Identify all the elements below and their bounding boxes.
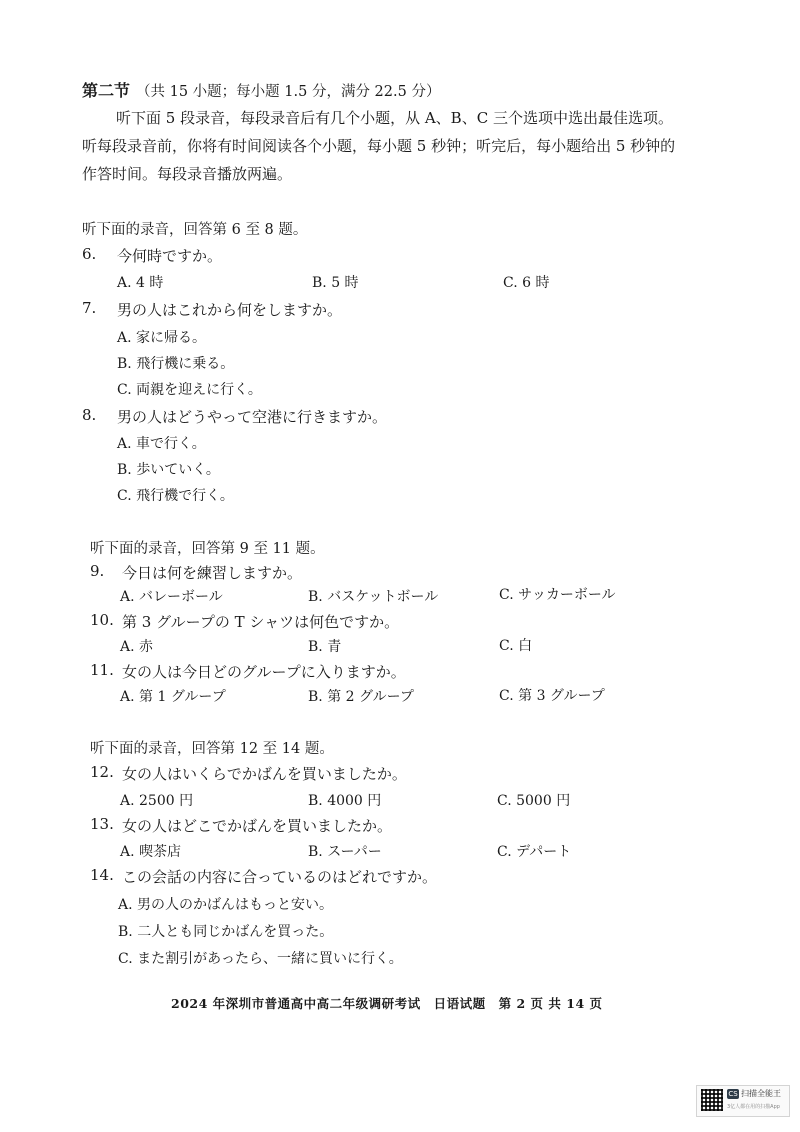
question-number: 13. [90,815,114,833]
scanner-tagline: 3亿人都在用的扫描App [727,1104,780,1110]
option-b[interactable]: B. 5 時 [312,275,359,291]
option-c[interactable]: C. サッカーボール [499,587,616,603]
option-c[interactable]: C. 6 時 [503,275,550,291]
option-c[interactable]: C. また割引があったら、一緒に買いに行く。 [118,951,403,967]
option-a[interactable]: A. 赤 [120,639,154,655]
question-text: 女の人はどこでかばんを買いましたか。 [122,817,393,835]
question-number: 12. [90,763,114,781]
question-number: 6. [82,245,97,263]
option-b[interactable]: B. 歩いていく。 [117,462,220,478]
question-text: この会話の内容に合っているのはどれですか。 [122,868,438,886]
scanner-logo-icon: CS [728,1090,738,1098]
question-number: 7. [82,299,97,317]
option-b[interactable]: B. 飛行機に乗る。 [117,356,235,372]
option-c[interactable]: C. 5000 円 [497,793,571,809]
group-heading: 听下面的录音，回答第 9 至 11 题。 [90,541,325,557]
option-a[interactable]: A. 車で行く。 [117,436,206,452]
instruction-line-1: 听下面 5 段录音，每段录音后有几个小题，从 A、B、C 三个选项中选出最佳选项。 [116,109,673,127]
scanner-app-name: 扫描全能王 [741,1089,781,1098]
option-b[interactable]: B. 青 [308,639,342,655]
option-a[interactable]: A. 男の人のかばんはもっと安い。 [118,897,334,913]
section-title: 第二节 [82,81,131,100]
instruction-line-3: 作答时间。每段录音播放两遍。 [82,165,293,183]
option-a[interactable]: A. 喫茶店 [120,844,182,860]
scanner-badge [696,1085,790,1117]
option-a[interactable]: A. バレーボール [120,589,223,605]
group-heading: 听下面的录音，回答第 12 至 14 题。 [90,741,334,757]
question-number: 14. [90,866,114,884]
question-number: 11. [90,661,114,679]
section-score-note: （共 15 小题；每小题 1.5 分，满分 22.5 分） [136,84,441,100]
option-a[interactable]: A. 2500 円 [120,793,194,809]
option-b[interactable]: B. スーパー [308,844,382,860]
option-c[interactable]: C. 白 [499,638,533,654]
question-text: 女の人はいくらでかばんを買いましたか。 [122,765,407,783]
question-text: 女の人は今日どのグループに入りますか。 [122,663,406,681]
question-text: 男の人はこれから何をしますか。 [117,301,343,319]
option-b[interactable]: B. 二人とも同じかばんを買った。 [118,924,334,940]
question-text: 今日は何を練習しますか。 [122,564,303,582]
page-footer: 2024 年深圳市普通高中高二年级调研考试 日语试题 第 2 页 共 14 页 [171,996,603,1011]
question-text: 今何時ですか。 [117,247,223,265]
question-number: 9. [90,562,105,580]
group-heading: 听下面的录音，回答第 6 至 8 题。 [82,222,308,238]
option-b[interactable]: B. 4000 円 [308,793,382,809]
question-text: 第 3 グループの T シャツは何色ですか。 [122,613,400,631]
option-a[interactable]: A. 4 時 [117,275,164,291]
instruction-line-2: 听每段录音前，你将有时间阅读各个小题，每小题 5 秒钟；听完后，每小题给出 5 秒钟的 [82,137,676,155]
option-a[interactable]: A. 第 1 グループ [120,689,226,705]
option-a[interactable]: A. 家に帰る。 [117,330,207,346]
option-b[interactable]: B. 第 2 グループ [308,689,414,705]
option-b[interactable]: B. バスケットボール [308,589,439,605]
question-number: 10. [90,611,114,629]
option-c[interactable]: C. 第 3 グループ [499,688,605,704]
option-c[interactable]: C. 飛行機で行く。 [117,488,234,504]
option-c[interactable]: C. 両親を迎えに行く。 [117,382,262,398]
option-c[interactable]: C. デパート [497,844,572,860]
question-number: 8. [82,406,97,424]
qr-code-icon [701,1089,723,1111]
question-text: 男の人はどうやって空港に行きますか。 [117,408,388,426]
